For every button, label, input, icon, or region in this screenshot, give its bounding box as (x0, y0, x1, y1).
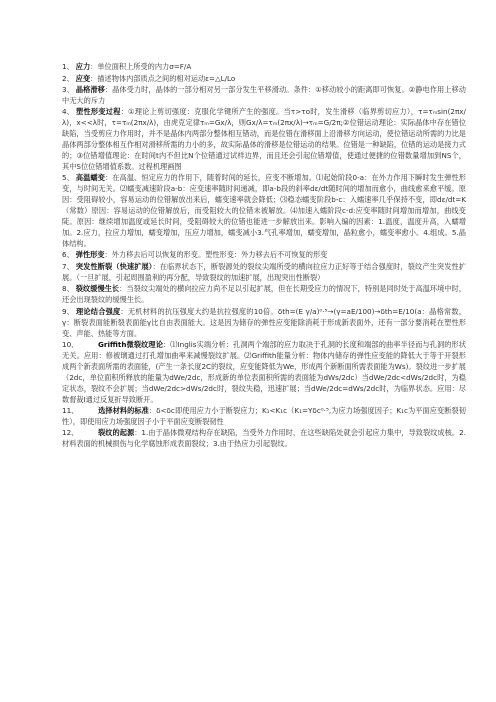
item-text: ：在高温、恒定应力的作用下，随着时间的延长，应变不断增加。⑴起始阶段0-a：在外力作用下瞬时发生弹性形变，与时间无关。⑵蠕变减速阶段a-b：应变速率随时间递减，即a-b段的斜率dε/dt随时间的增加而愈小，曲线愈来愈平缓。原因：受阻碍较小，容易运动的位错解放出来后，蠕变速率就会降低；⑶稳态蠕变阶段b-c：入蠕速率几乎保持不变，即dε/dt=K（常数）原因：容易运动的位错解放后，而受阻较大的位错未被解放。⑷加速入蠕阶段c-d:应变率随时间增加而增加，曲线变陡。原因：继续增加温度或延长时间，受阻碍较大的位错也能进一步解放出来。影响入编的因素：1.温度，温度升高，入蠕增加。2.应力，拉应力增加，蠕变增加，压应力增加，蠕变减小3.气孔率增加，蠕变增加，晶粒愈小，蠕变率愈小。4.组成。5.晶体结构。 (62, 173, 466, 248)
item-term: 理论结合强度 (75, 306, 121, 316)
list-item (62, 74, 466, 85)
item-text: ：晶体受力时，晶体的一部分相对另一部分发生平移滑动。条件：①移动较小的距离即可恢复。②静电作用上移动中无大的斥力 (62, 85, 466, 105)
list-item (62, 406, 466, 428)
item-term: 裂纹的起源 (98, 428, 135, 438)
item-text: ：单位面积上所受的内力σ=F/A (90, 62, 192, 71)
list-item (62, 250, 466, 261)
item-term: 应力 (75, 62, 91, 71)
item-text: ：当裂纹尖端处的横向拉应力尚不足以引起扩展，但在长期受应力的情况下，特别是同时处于高温环境中时，还会出现裂纹的缓慢生长。 (62, 284, 466, 305)
item-number: 10、 (62, 340, 79, 349)
item-text: ：①理论上剪切强度：克服化学键所产生的强度。当τ>τo时，发生滑移（临界剪切应力），τ=τₘsin(2πx/λ)，x<<λ时，τ=τₘ(2πx/λ)，由虎克定律τₘ=Gx/λ，则Gx/λ=τₘ(2πx/λ)→τₘ=G/2π;②位错运动理论：实际晶体中存在错位缺陷，当受剪应力作用时，并不是晶体内两部分整体相互错动，而是位错在滑移面上沿滑移方向运动，使位错运动所需的力比是晶体两部分整体相互作相对滑移所需的力小的多，故实际晶体的滑移是位错运动的结果。位错是一种缺陷，位错的运动是接力式的；③位错增值理论：在时间t内不但比N个位错通过试样边界，而且还会引起位错增值，使通过便捷的位错数量增加到NS个，其中S位位错增值系数。过程机理画图 (62, 107, 466, 171)
item-term: Griffith微裂纹理论 (98, 340, 163, 349)
item-number: 8、 (62, 284, 74, 294)
item-number: 2、 (62, 73, 74, 83)
item-number: 4、 (62, 107, 74, 117)
item-number: 11、 (62, 406, 79, 416)
item-term: 晶格滑移 (75, 85, 105, 94)
item-term: 裂纹缓慢生长 (75, 284, 120, 294)
list-item (62, 307, 466, 340)
item-number: 1、 (62, 62, 74, 71)
item-term: 应变 (75, 73, 91, 83)
item-text: ：无机材料的抗压强度大约是抗拉强度的10倍。δth=(E γ/a)⁰·⁵→(γ=aE/100)→δth=E/10(a：晶格常数，γ：断裂表面能断裂表面能γ比自由表面能大。这是因为储存的弹性应变能除消耗于形成新表面外，还有一部分要消耗在塑性形变、声能、热能等方面。 (62, 306, 466, 338)
item-number: 7、 (62, 261, 74, 271)
item-text: ：δ<δc即使用应力小于断裂应力；K₁<K₁c（K₁=Yδc⁰·⁵,为应力场强度因子；K₁c为平面应变断裂韧性），即使用应力场强度因子小于平面应变断裂韧性 (62, 406, 466, 426)
list-item (62, 85, 466, 107)
list-item (62, 284, 466, 306)
list-item (62, 262, 466, 284)
item-number: 3、 (62, 85, 74, 94)
item-text: ：外力移去后可以恢复的形变。塑性形变：外力移去后不可恢复的形变 (104, 250, 328, 260)
item-term: 突发性断裂（快速扩展） (75, 261, 153, 271)
list-item (62, 428, 466, 450)
item-number: 5、 (62, 173, 74, 183)
item-text: ：在临界状态下，断裂源处的裂纹尖端所受的横向拉应力正好等于结合强度时，裂纹产生突发性扩展。（一旦扩展，引起周围盈利的再分配，导致裂纹的加速扩展，出现突出性断裂） (62, 261, 466, 282)
list-item (62, 107, 466, 172)
item-term: 塑性形变过程 (75, 107, 121, 117)
list-item (62, 62, 466, 73)
list-item (62, 340, 466, 405)
item-text: ：⑴Inglis实端分析：孔洞两个端部的应力取决于孔洞的长度和端部的曲率半径而与孔洞的形状无关。应用：修被璃通过打孔增加曲率来减慢裂纹扩展。⑵Griffith能量分析：物体内储存的弹性应变能的降低大于等于开裂形成两个新表面所需的表面能，(产生一条长度2C的裂纹，应变能降低为We，形成两个新断面所需表面能为Ws)。裂纹进一步扩展（2dc，单位面积所释放的能量为dWe/2dc，形成新的单位表面积所需的表面能为dWs/2dc）当dWe/2dc<dWs/2dc时，为稳定状态，裂纹不会扩展；当dWe/2dc>dWs/2dc时，裂纹失稳，迅速扩展；当dWe/2dc=dWs/2dc时，为临界状态。应用：尽数督裁Ⅰ通过反复折导致断开。 (62, 340, 467, 404)
item-term: 弹性形变 (75, 250, 105, 260)
item-term: 高温蠕变 (75, 173, 105, 183)
item-number: 9、 (62, 306, 74, 316)
item-text: ：描述物体内部质点之间的相对运动ε=△L/Lo (90, 73, 236, 83)
item-text: ：1.由于晶体微观结构存在缺陷，当受外力作用时，在这些缺陷处就会引起应力集中，导致裂纹成核。2.材料表面的机械损伤与化学腐蚀形成表面裂纹；3.由于热应力引起裂纹。 (62, 428, 466, 449)
item-number: 12、 (62, 428, 79, 438)
list-item (62, 173, 466, 249)
item-term: 选择材料的标准 (98, 406, 149, 416)
item-number: 6、 (62, 250, 74, 260)
